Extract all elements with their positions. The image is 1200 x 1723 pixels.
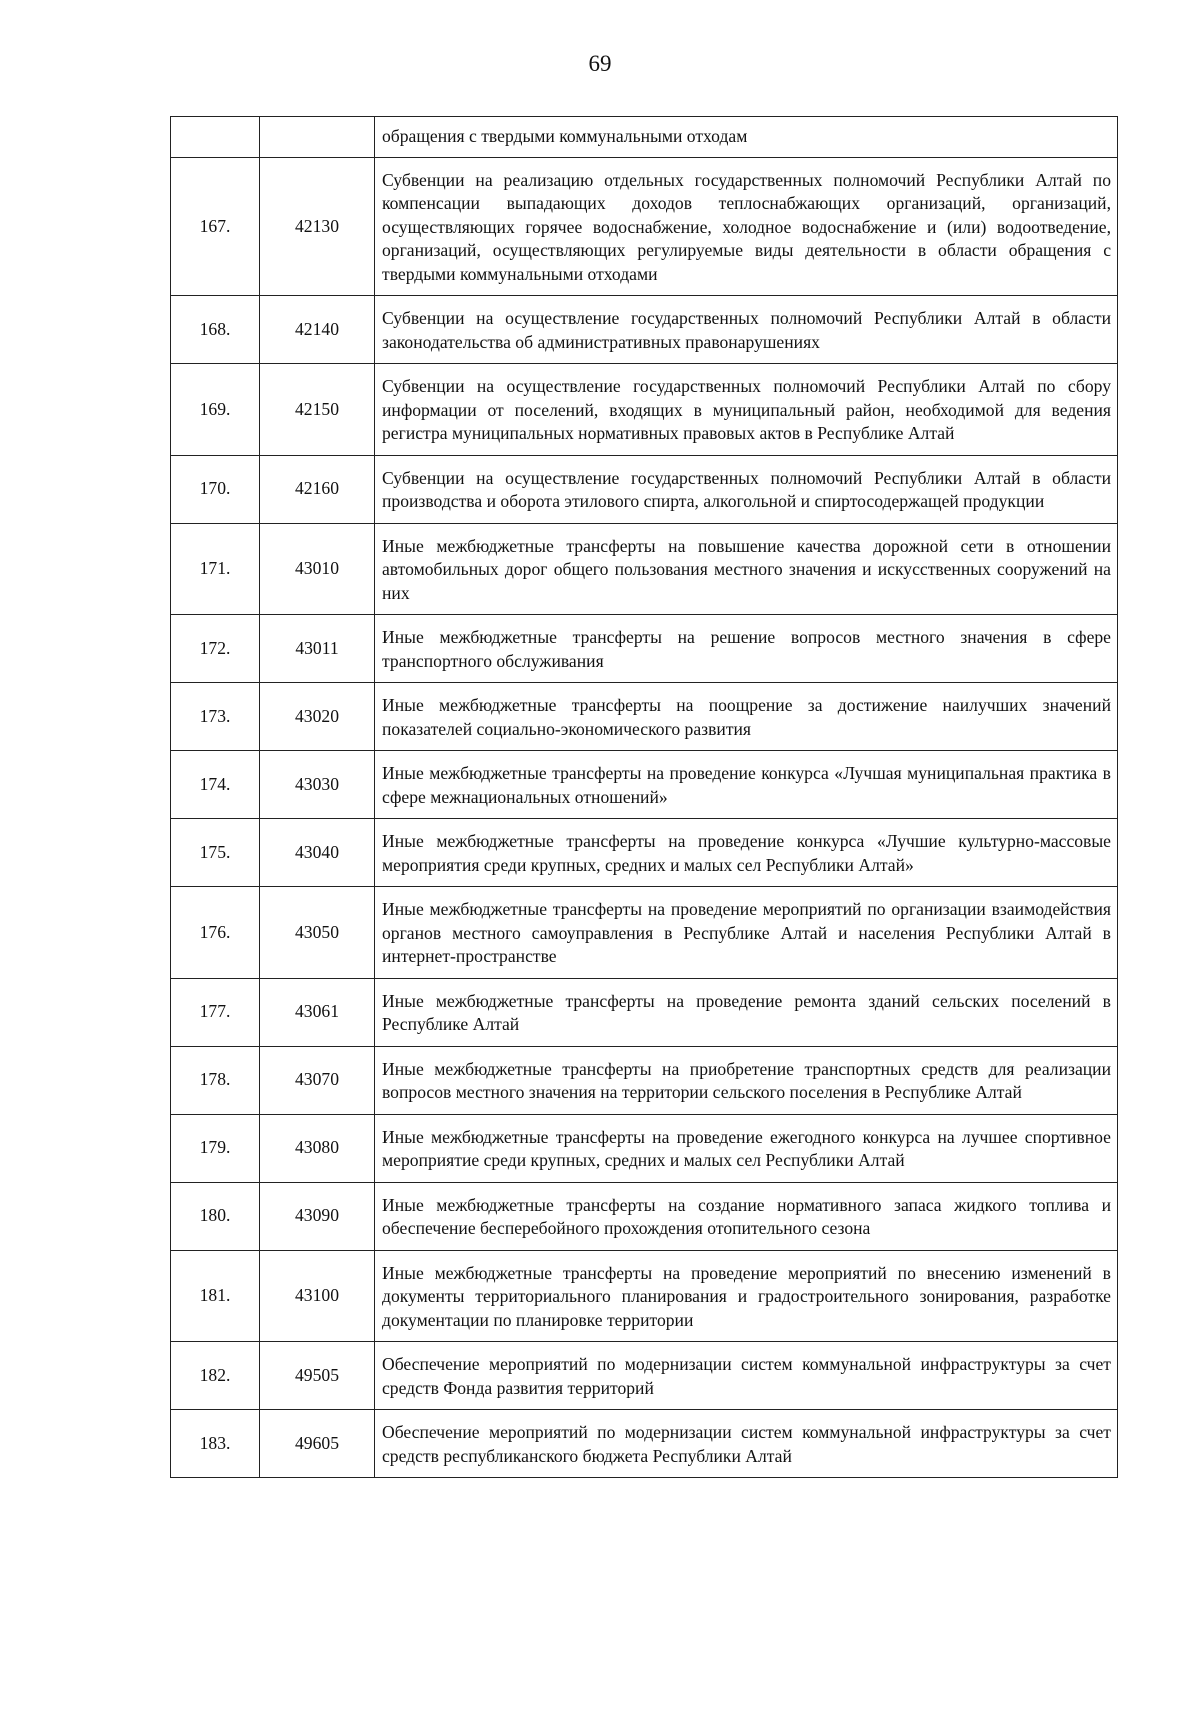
row-description: Иные межбюджетные трансферты на проведение ежегодного конкурса на лучшее спортивное мероприятие среди крупных, средних и малых сел Республики Алтай	[375, 1114, 1118, 1182]
table-row	[171, 978, 1118, 1046]
table-row	[171, 683, 1118, 751]
table-row	[171, 1250, 1118, 1342]
row-description: обращения с твердыми коммунальными отходам	[375, 117, 1118, 158]
row-description: Иные межбюджетные трансферты на создание нормативного запаса жидкого топлива и обеспечение бесперебойного прохождения отопительного сезона	[375, 1182, 1118, 1250]
row-description: Иные межбюджетные трансферты на поощрение за достижение наилучших значений показателей социально-экономического развития	[375, 683, 1118, 751]
row-description: Иные межбюджетные трансферты на проведение мероприятий по организации взаимодействия органов местного самоуправления в Республике Алтай и населения Республики Алтай в интернет-пространстве	[375, 887, 1118, 979]
row-number: 174.	[171, 751, 260, 819]
row-number	[171, 117, 260, 158]
table-row	[171, 1182, 1118, 1250]
row-description: Обеспечение мероприятий по модернизации систем коммунальной инфраструктуры за счет средств республиканского бюджета Республики Алтай	[375, 1410, 1118, 1478]
row-description: Иные межбюджетные трансферты на проведение конкурса «Лучшая муниципальная практика в сфере межнациональных отношений»	[375, 751, 1118, 819]
row-code: 43011	[260, 615, 375, 683]
table-row-continued	[171, 117, 1118, 158]
table-row	[171, 523, 1118, 615]
table-row	[171, 364, 1118, 456]
row-number: 176.	[171, 887, 260, 979]
row-number: 182.	[171, 1342, 260, 1410]
table-row	[171, 1342, 1118, 1410]
table-row	[171, 296, 1118, 364]
row-number: 175.	[171, 819, 260, 887]
row-code: 42140	[260, 296, 375, 364]
row-description: Субвенции на осуществление государственных полномочий Республики Алтай в области производства и оборота этилового спирта, алкогольной и спиртосодержащей продукции	[375, 455, 1118, 523]
table-row	[171, 1410, 1118, 1478]
row-number: 167.	[171, 157, 260, 296]
row-number: 181.	[171, 1250, 260, 1342]
row-number: 183.	[171, 1410, 260, 1478]
row-number: 180.	[171, 1182, 260, 1250]
row-code: 43050	[260, 887, 375, 979]
row-number: 168.	[171, 296, 260, 364]
row-description: Обеспечение мероприятий по модернизации систем коммунальной инфраструктуры за счет средств Фонда развития территорий	[375, 1342, 1118, 1410]
row-code: 42150	[260, 364, 375, 456]
row-description: Субвенции на реализацию отдельных государственных полномочий Республики Алтай по компенсации выпадающих доходов теплоснабжающих организаций, организаций, осуществляющих горячее водоснабжение, холодное водоснабжение и (или) водоотведение, организаций, осуществляющих регулируемые виды деятельности в области обращения с твердыми коммунальными отходами	[375, 157, 1118, 296]
row-code: 42160	[260, 455, 375, 523]
row-number: 169.	[171, 364, 260, 456]
row-description: Субвенции на осуществление государственных полномочий Республики Алтай в области законодательства об административных правонарушениях	[375, 296, 1118, 364]
table-row	[171, 751, 1118, 819]
row-code: 43020	[260, 683, 375, 751]
row-description: Иные межбюджетные трансферты на проведение ремонта зданий сельских поселений в Республике Алтай	[375, 978, 1118, 1046]
row-code: 43030	[260, 751, 375, 819]
row-code: 43040	[260, 819, 375, 887]
row-number: 177.	[171, 978, 260, 1046]
row-number: 172.	[171, 615, 260, 683]
row-code: 43010	[260, 523, 375, 615]
row-code: 43061	[260, 978, 375, 1046]
page-number: 69	[588, 51, 612, 76]
row-description: Иные межбюджетные трансферты на проведение мероприятий по внесению изменений в документы территориального планирования и градостроительного зонирования, разработке документации по планировке территории	[375, 1250, 1118, 1342]
row-code: 43070	[260, 1046, 375, 1114]
row-number: 173.	[171, 683, 260, 751]
table-row	[171, 157, 1118, 296]
row-code: 43090	[260, 1182, 375, 1250]
row-description: Иные межбюджетные трансферты на проведение конкурса «Лучшие культурно-массовые мероприятия среди крупных, средних и малых сел Республики Алтай»	[375, 819, 1118, 887]
row-number: 171.	[171, 523, 260, 615]
table-row	[171, 615, 1118, 683]
row-description: Иные межбюджетные трансферты на приобретение транспортных средств для реализации вопросов местного значения на территории сельского поселения в Республике Алтай	[375, 1046, 1118, 1114]
table-row	[171, 887, 1118, 979]
row-code: 43100	[260, 1250, 375, 1342]
row-code: 42130	[260, 157, 375, 296]
table-row	[171, 819, 1118, 887]
row-code: 49605	[260, 1410, 375, 1478]
table-row	[171, 1046, 1118, 1114]
row-description: Иные межбюджетные трансферты на решение вопросов местного значения в сфере транспортного обслуживания	[375, 615, 1118, 683]
row-description: Субвенции на осуществление государственных полномочий Республики Алтай по сбору информации от поселений, входящих в муниципальный район, необходимой для ведения регистра муниципальных нормативных правовых актов в Республике Алтай	[375, 364, 1118, 456]
row-number: 170.	[171, 455, 260, 523]
transfers-table	[170, 116, 1118, 1478]
row-code: 43080	[260, 1114, 375, 1182]
row-number: 179.	[171, 1114, 260, 1182]
row-number: 178.	[171, 1046, 260, 1114]
table-row	[171, 455, 1118, 523]
row-description: Иные межбюджетные трансферты на повышение качества дорожной сети в отношении автомобильных дорог общего пользования местного значения и искусственных сооружений на них	[375, 523, 1118, 615]
table-row	[171, 1114, 1118, 1182]
row-code: 49505	[260, 1342, 375, 1410]
row-code	[260, 117, 375, 158]
